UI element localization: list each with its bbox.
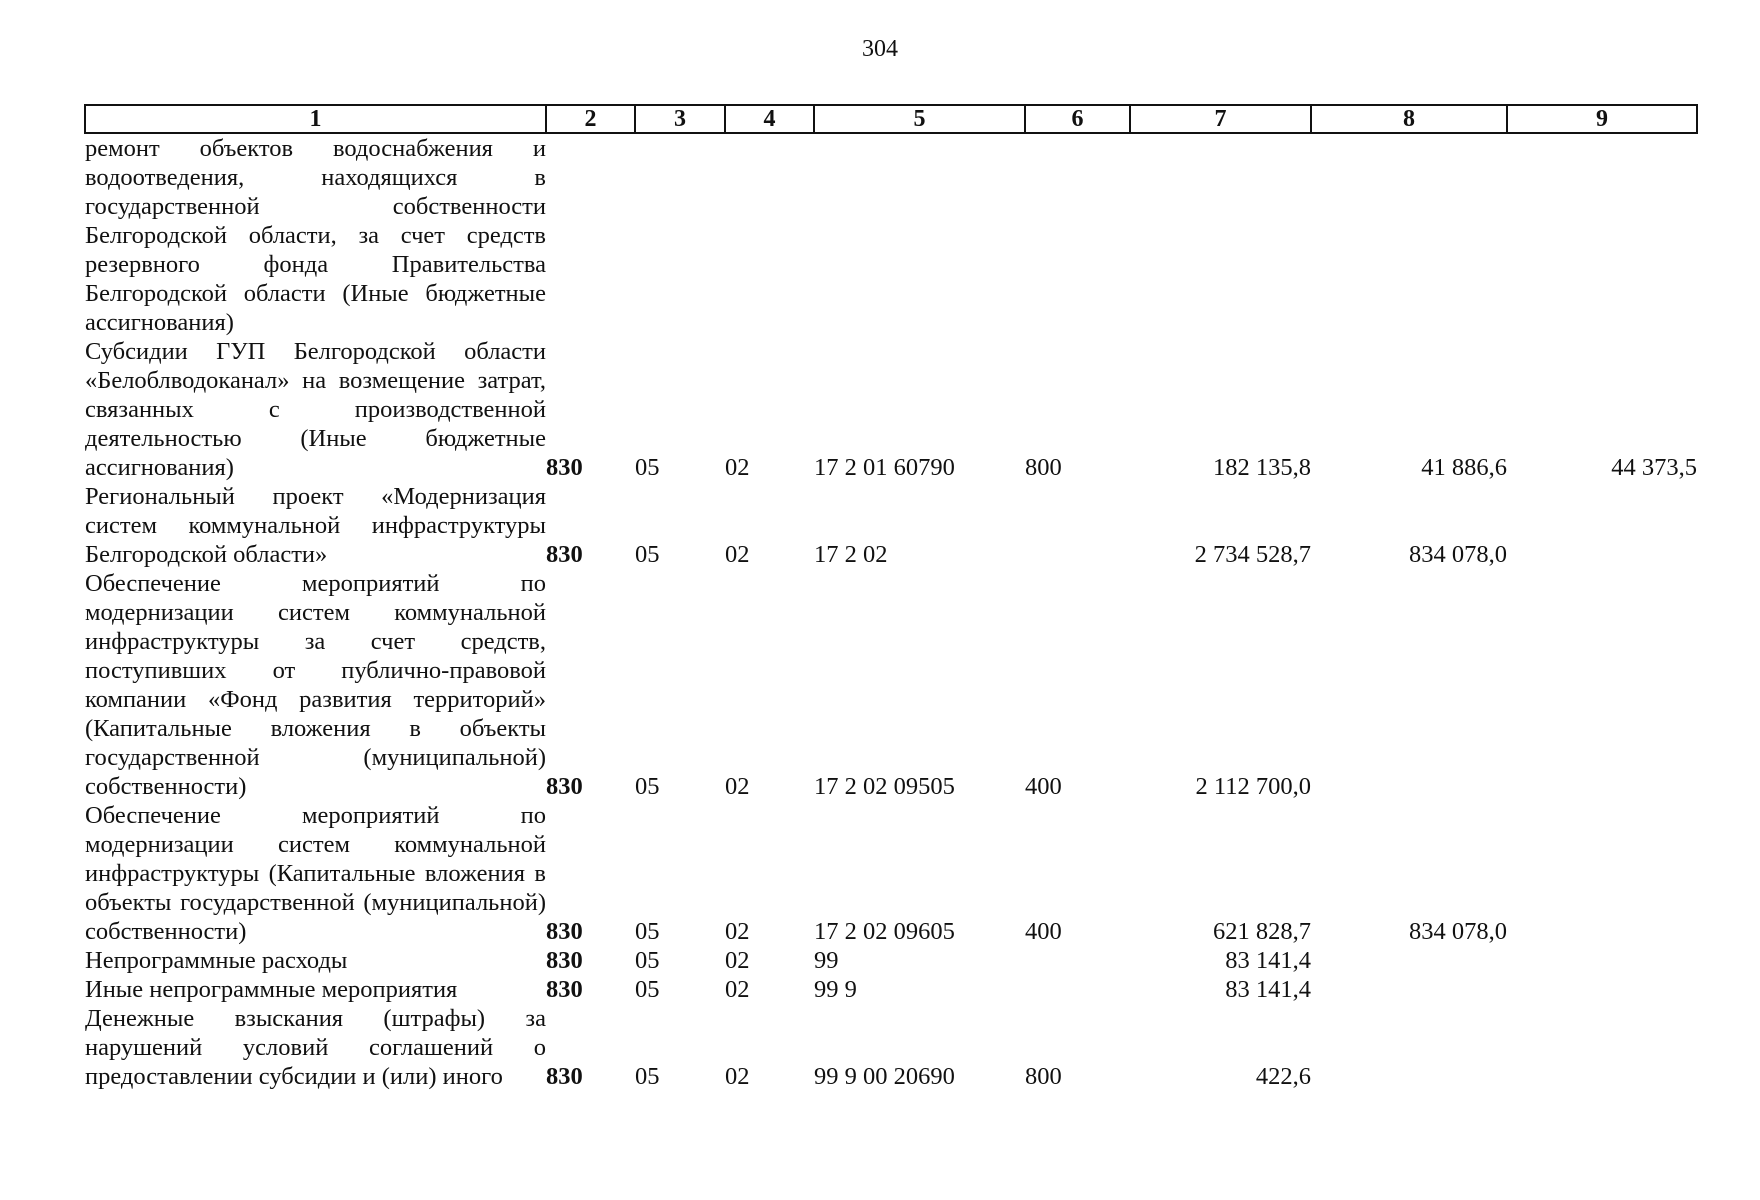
section-code <box>635 133 725 337</box>
header-row <box>85 105 1697 133</box>
column-header-6: 6 <box>1025 105 1130 133</box>
target-article-code: 17 2 02 <box>814 541 888 568</box>
expense-type-code <box>1025 133 1130 337</box>
ministry-code: 830 <box>546 918 583 945</box>
target-article-code: 17 2 02 09605 <box>814 918 955 945</box>
column-header-2: 2 <box>546 105 635 133</box>
amount-col-7: 182 135,8 <box>1213 454 1311 481</box>
ministry-code: 830 <box>546 947 583 974</box>
amount-col-8 <box>1311 946 1507 975</box>
target-article-code: 99 <box>814 947 839 974</box>
amount-col-7: 2 734 528,7 <box>1194 541 1311 568</box>
amount-col-9: 44 373,5 <box>1611 454 1697 481</box>
section-code: 05 <box>635 541 660 568</box>
amount-col-7: 83 141,4 <box>1225 976 1311 1003</box>
expense-type-code: 400 <box>1025 773 1062 800</box>
table-row <box>85 946 1697 975</box>
column-header-4: 4 <box>725 105 814 133</box>
amount-col-8: 834 078,0 <box>1409 541 1507 568</box>
ministry-code: 830 <box>546 976 583 1003</box>
row-description: Субсидии ГУП Белгородской области «Белоблводоканал» на возмещение затрат, связанных с производственной деятельностью (Иные бюджетные ассигнования) <box>85 338 546 481</box>
amount-col-8 <box>1311 569 1507 801</box>
section-code: 05 <box>635 918 660 945</box>
column-header-5: 5 <box>814 105 1025 133</box>
row-description: Обеспечение мероприятий по модернизации систем коммунальной инфраструктуры за счет средств, поступивших от публично-правовой компании «Фонд развития территорий» (Капитальные вложения в объекты государственной (муниципальной) собственности) <box>85 570 546 800</box>
table-row <box>85 1004 1697 1091</box>
amount-col-9 <box>1507 133 1697 337</box>
row-description: Непрограммные расходы <box>85 947 348 974</box>
amount-col-7: 621 828,7 <box>1213 918 1311 945</box>
table-row <box>85 569 1697 801</box>
row-description: Денежные взыскания (штрафы) за нарушений условий соглашений о предоставлении субсидии и (или) иного <box>85 1005 546 1090</box>
ministry-code: 830 <box>546 454 583 481</box>
section-code: 05 <box>635 976 660 1003</box>
subsection-code <box>725 133 814 337</box>
target-article-code: 17 2 01 60790 <box>814 454 955 481</box>
target-article-code: 17 2 02 09505 <box>814 773 955 800</box>
amount-col-7 <box>1130 133 1311 337</box>
amount-col-9 <box>1507 975 1697 1004</box>
amount-col-9 <box>1507 946 1697 975</box>
row-description: Иные непрограммные мероприятия <box>85 976 458 1003</box>
expense-type-code <box>1025 482 1130 569</box>
subsection-code: 02 <box>725 918 750 945</box>
target-article-code: 99 9 00 20690 <box>814 1063 955 1090</box>
amount-col-8: 834 078,0 <box>1409 918 1507 945</box>
expense-type-code <box>1025 946 1130 975</box>
amount-col-7: 2 112 700,0 <box>1195 773 1311 800</box>
ministry-code <box>546 133 635 337</box>
subsection-code: 02 <box>725 541 750 568</box>
row-description: ремонт объектов водоснабжения и водоотведения, находящихся в государственной собственности Белгородской области, за счет средств резервного фонда Правительства Белгородской области (Иные бюджетные ассигнования) <box>85 135 546 336</box>
amount-col-7: 83 141,4 <box>1225 947 1311 974</box>
column-header-3: 3 <box>635 105 725 133</box>
table-row <box>85 801 1697 946</box>
amount-col-7: 422,6 <box>1255 1063 1311 1090</box>
amount-col-9 <box>1507 801 1697 946</box>
table-row <box>85 337 1697 482</box>
expense-type-code <box>1025 975 1130 1004</box>
ministry-code: 830 <box>546 1063 583 1090</box>
subsection-code: 02 <box>725 976 750 1003</box>
amount-col-9 <box>1507 569 1697 801</box>
row-description: Обеспечение мероприятий по модернизации систем коммунальной инфраструктуры (Капитальные вложения в объекты государственной (муниципальной) собственности) <box>85 802 546 945</box>
table-body <box>85 133 1697 1091</box>
subsection-code: 02 <box>725 773 750 800</box>
budget-table <box>84 104 1698 1091</box>
target-article-code <box>814 133 1025 337</box>
target-article-code: 99 9 <box>814 976 857 1003</box>
column-header-1: 1 <box>85 105 546 133</box>
ministry-code: 830 <box>546 773 583 800</box>
expense-type-code: 800 <box>1025 1063 1062 1090</box>
section-code: 05 <box>635 947 660 974</box>
section-code: 05 <box>635 773 660 800</box>
subsection-code: 02 <box>725 1063 750 1090</box>
page-number: 304 <box>862 36 898 62</box>
subsection-code: 02 <box>725 947 750 974</box>
row-description: Региональный проект «Модернизация систем коммунальной инфраструктуры Белгородской области» <box>85 483 546 568</box>
amount-col-8 <box>1311 975 1507 1004</box>
column-header-8: 8 <box>1311 105 1507 133</box>
table-row <box>85 482 1697 569</box>
section-code: 05 <box>635 454 660 481</box>
column-header-9: 9 <box>1507 105 1697 133</box>
amount-col-8: 41 886,6 <box>1421 454 1507 481</box>
subsection-code: 02 <box>725 454 750 481</box>
table-row <box>85 975 1697 1004</box>
column-header-7: 7 <box>1130 105 1311 133</box>
expense-type-code: 800 <box>1025 454 1062 481</box>
amount-col-9 <box>1507 482 1697 569</box>
table-row <box>85 133 1697 337</box>
amount-col-9 <box>1507 1004 1697 1091</box>
amount-col-8 <box>1311 133 1507 337</box>
ministry-code: 830 <box>546 541 583 568</box>
section-code: 05 <box>635 1063 660 1090</box>
expense-type-code: 400 <box>1025 918 1062 945</box>
amount-col-8 <box>1311 1004 1507 1091</box>
